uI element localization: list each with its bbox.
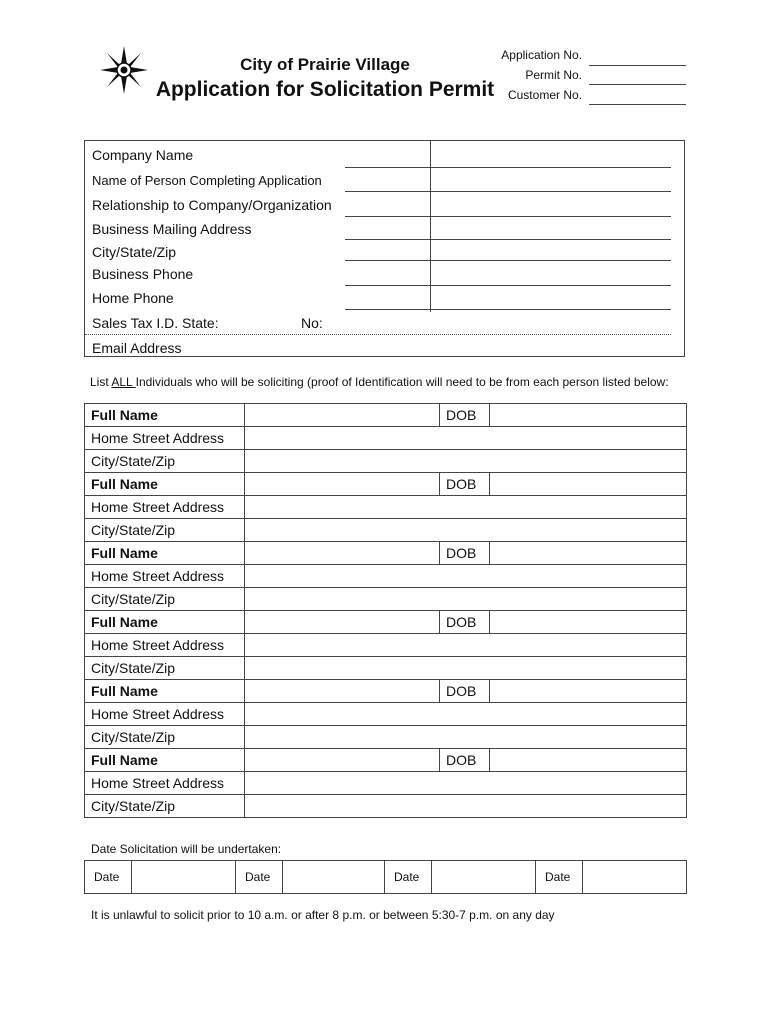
city-seal-icon [100, 46, 148, 94]
date-label: Date [385, 861, 432, 894]
dob-label: DOB [440, 749, 490, 772]
individual-name-row [85, 749, 687, 772]
intro-text-start: List [90, 375, 112, 389]
dob-label: DOB [440, 611, 490, 634]
city-state-zip-field[interactable] [245, 726, 687, 749]
person-completing-field[interactable] [345, 191, 671, 192]
full-name-label: Full Name [85, 749, 245, 772]
individual-csz-row [85, 588, 687, 611]
individual-csz-row [85, 450, 687, 473]
dob-field[interactable] [490, 542, 687, 565]
permit-no-field[interactable] [589, 84, 686, 85]
relationship-label: Relationship to Company/Organization [92, 197, 332, 213]
business-phone-field[interactable] [345, 285, 671, 286]
street-address-label: Home Street Address [85, 427, 245, 450]
individual-name-row [85, 611, 687, 634]
individuals-table [84, 403, 687, 818]
customer-no-field[interactable] [589, 104, 686, 105]
full-name-field[interactable] [245, 611, 440, 634]
dates-instructions: Date Solicitation will be undertaken: [91, 842, 282, 856]
dob-field[interactable] [490, 473, 687, 496]
street-address-label: Home Street Address [85, 703, 245, 726]
individuals-instructions [90, 375, 682, 389]
street-address-label: Home Street Address [85, 772, 245, 795]
street-address-field[interactable] [245, 634, 687, 657]
individual-name-row [85, 542, 687, 565]
city-state-zip-label: City/State/Zip [85, 450, 245, 473]
application-no-label: Application No. [501, 48, 582, 62]
full-name-field[interactable] [245, 749, 440, 772]
sales-tax-field[interactable] [85, 334, 671, 335]
street-address-field[interactable] [245, 703, 687, 726]
city-state-zip-field[interactable] [345, 260, 671, 261]
city-state-zip-label: City/State/Zip [85, 795, 245, 818]
city-state-zip-label: City/State/Zip [92, 244, 177, 260]
dob-label: DOB [440, 542, 490, 565]
individual-street-row [85, 427, 687, 450]
home-phone-label: Home Phone [92, 290, 174, 306]
dob-label: DOB [440, 473, 490, 496]
city-state-zip-label: City/State/Zip [85, 519, 245, 542]
individual-csz-row [85, 519, 687, 542]
application-no-field[interactable] [589, 65, 686, 66]
dob-field[interactable] [490, 749, 687, 772]
sales-tax-state-label: Sales Tax I.D. State: [92, 315, 219, 331]
home-phone-field[interactable] [345, 309, 671, 310]
full-name-field[interactable] [245, 542, 440, 565]
intro-text-all: ALL [111, 375, 136, 389]
full-name-label: Full Name [85, 542, 245, 565]
dob-field[interactable] [490, 680, 687, 703]
dob-field[interactable] [490, 404, 687, 427]
city-name: City of Prairie Village [240, 55, 410, 74]
full-name-label: Full Name [85, 404, 245, 427]
customer-no-label: Customer No. [507, 88, 582, 102]
intro-text-end: Individuals who will be soliciting (proof of Identification will need to be from each person listed below: [135, 375, 669, 389]
street-address-field[interactable] [245, 772, 687, 795]
solicitation-hours-notice: It is unlawful to solicit prior to 10 a.m. or after 8 p.m. or between 5:30-7 p.m. on any day [91, 908, 555, 922]
dob-label: DOB [440, 404, 490, 427]
date-field[interactable] [583, 861, 687, 894]
dob-label: DOB [440, 680, 490, 703]
street-address-label: Home Street Address [85, 565, 245, 588]
individual-name-row [85, 404, 687, 427]
individual-street-row [85, 703, 687, 726]
dob-field[interactable] [490, 611, 687, 634]
city-state-zip-label: City/State/Zip [85, 588, 245, 611]
full-name-field[interactable] [245, 473, 440, 496]
city-state-zip-field[interactable] [245, 519, 687, 542]
city-state-zip-field[interactable] [245, 657, 687, 680]
company-info-box [84, 140, 685, 357]
dates-table [84, 860, 687, 894]
individual-name-row [85, 473, 687, 496]
full-name-field[interactable] [245, 404, 440, 427]
individual-street-row [85, 565, 687, 588]
individual-street-row [85, 772, 687, 795]
city-state-zip-label: City/State/Zip [85, 657, 245, 680]
street-address-label: Home Street Address [85, 496, 245, 519]
business-phone-label: Business Phone [92, 266, 194, 282]
relationship-field[interactable] [345, 216, 671, 217]
sales-tax-no-label: No: [301, 315, 323, 331]
street-address-label: Home Street Address [85, 634, 245, 657]
street-address-field[interactable] [245, 427, 687, 450]
email-label: Email Address [92, 340, 182, 356]
person-completing-label: Name of Person Completing Application [92, 173, 322, 188]
individual-csz-row [85, 726, 687, 749]
individual-street-row [85, 634, 687, 657]
mailing-address-label: Business Mailing Address [92, 221, 252, 237]
date-label: Date [236, 861, 283, 894]
company-name-field[interactable] [345, 167, 671, 168]
city-state-zip-field[interactable] [245, 450, 687, 473]
individual-csz-row [85, 657, 687, 680]
mailing-address-field[interactable] [345, 239, 671, 240]
date-field[interactable] [283, 861, 385, 894]
date-field[interactable] [132, 861, 236, 894]
full-name-field[interactable] [245, 680, 440, 703]
date-label: Date [85, 861, 132, 894]
individual-name-row [85, 680, 687, 703]
form-title: Application for Solicitation Permit [155, 78, 495, 101]
city-state-zip-field[interactable] [245, 588, 687, 611]
full-name-label: Full Name [85, 473, 245, 496]
city-state-zip-label: City/State/Zip [85, 726, 245, 749]
street-address-field[interactable] [245, 565, 687, 588]
date-label: Date [536, 861, 583, 894]
street-address-field[interactable] [245, 496, 687, 519]
individual-street-row [85, 496, 687, 519]
full-name-label: Full Name [85, 680, 245, 703]
permit-no-label: Permit No. [525, 68, 582, 82]
individual-csz-row [85, 795, 687, 818]
full-name-label: Full Name [85, 611, 245, 634]
company-name-label: Company Name [92, 147, 194, 163]
date-field[interactable] [432, 861, 536, 894]
city-state-zip-field[interactable] [245, 795, 687, 818]
